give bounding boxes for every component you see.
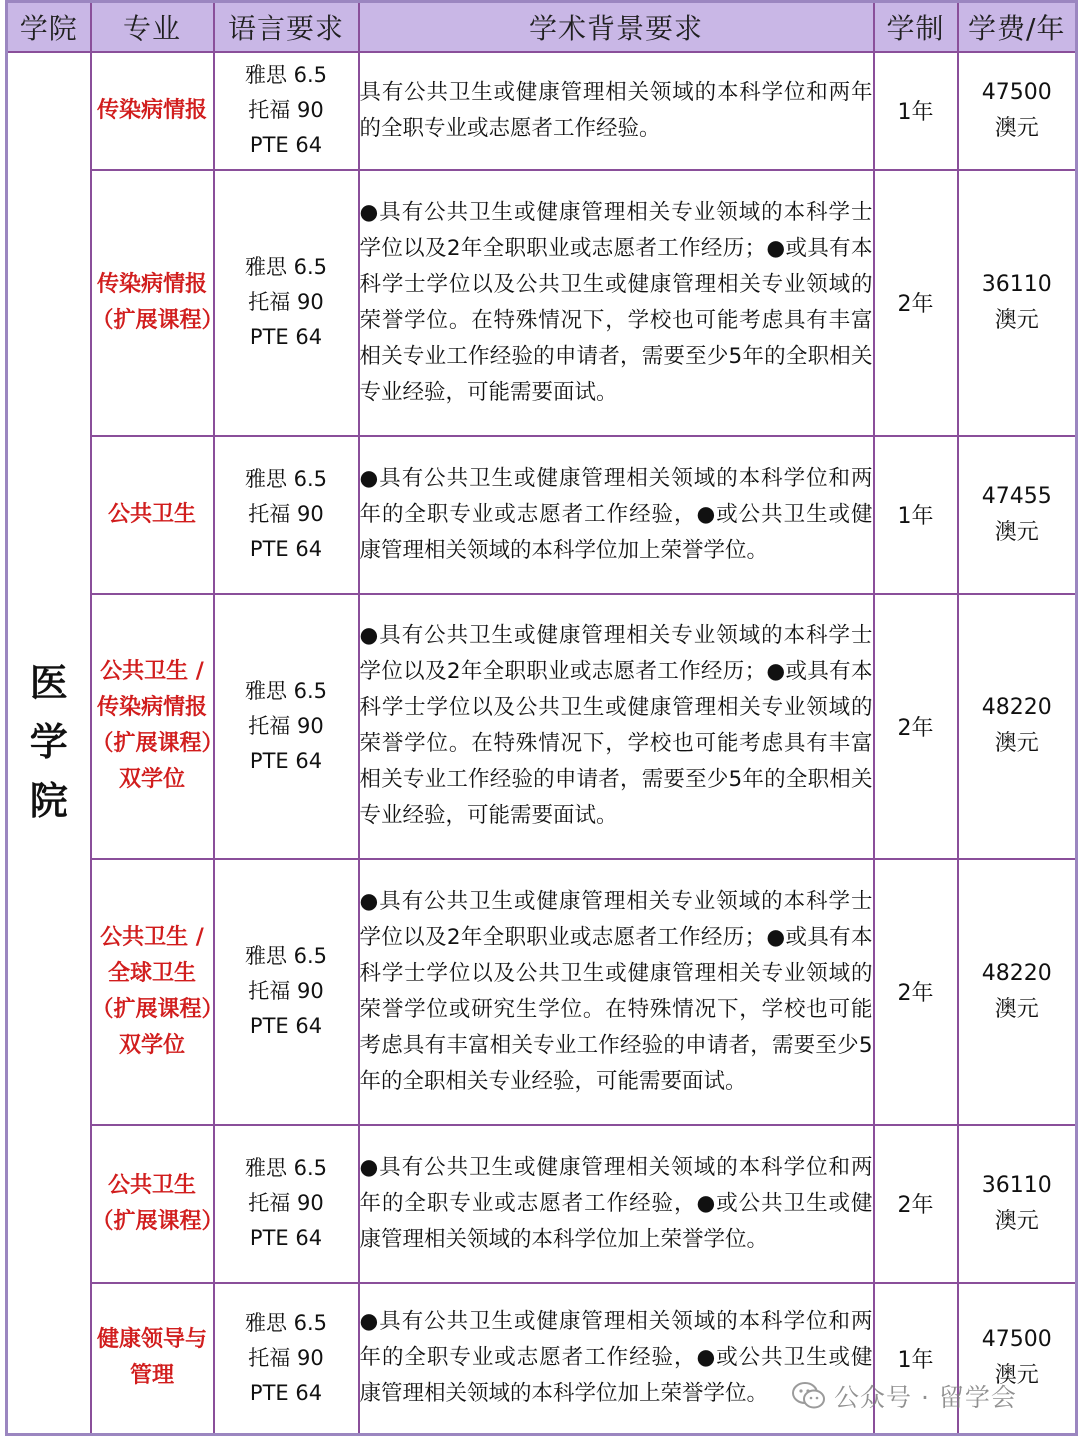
language-cell: 雅思 6.5 托福 90 PTE 64 bbox=[214, 594, 359, 859]
table-row bbox=[7, 170, 1077, 436]
language-cell: 雅思 6.5 托福 90 PTE 64 bbox=[214, 1283, 359, 1435]
duration-cell: 2年 bbox=[874, 859, 958, 1125]
duration-cell: 1年 bbox=[874, 1283, 958, 1435]
header-row bbox=[7, 2, 1077, 52]
language-cell: 雅思 6.5 托福 90 PTE 64 bbox=[214, 52, 359, 170]
table-row bbox=[7, 859, 1077, 1125]
table-row bbox=[7, 436, 1077, 594]
requirement-cell: ●具有公共卫生或健康管理相关专业领域的本科学士学位以及2年全职职业或志愿者工作经历；●或具有本科学士学位以及公共卫生或健康管理相关专业领域的荣誉学位。在特殊情况下，学校也可能考虑具有丰富相关专业工作经验的申请者，需要至少5年的全职相关专业经验，可能需要面试。 bbox=[359, 594, 874, 859]
requirement-cell: 具有公共卫生或健康管理相关领域的本科学位和两年的全职专业或志愿者工作经验。 bbox=[359, 52, 874, 170]
requirement-cell: ●具有公共卫生或健康管理相关专业领域的本科学士学位以及2年全职职业或志愿者工作经历；●或具有本科学士学位以及公共卫生或健康管理相关专业领域的荣誉学位。在特殊情况下，学校也可能考虑具有丰富相关专业工作经验的申请者，需要至少5年的全职相关专业经验，可能需要面试。 bbox=[359, 170, 874, 436]
college-cell bbox=[7, 52, 91, 1435]
requirement-cell: ●具有公共卫生或健康管理相关领域的本科学位和两年的全职专业或志愿者工作经验，●或公共卫生或健康管理相关领域的本科学位加上荣誉学位。 bbox=[359, 436, 874, 594]
college-name: 医学院 bbox=[29, 661, 68, 824]
major-cell: 健康领导与管理 bbox=[91, 1283, 214, 1435]
tuition-cell: 48220 澳元 bbox=[958, 859, 1077, 1125]
table-row bbox=[7, 594, 1077, 859]
major-cell: 传染病情报（扩展课程） bbox=[91, 170, 214, 436]
tuition-cell: 36110 澳元 bbox=[958, 1125, 1077, 1283]
duration-cell: 1年 bbox=[874, 52, 958, 170]
watermark bbox=[792, 1378, 1017, 1414]
requirement-cell: ●具有公共卫生或健康管理相关领域的本科学位和两年的全职专业或志愿者工作经验，●或公共卫生或健康管理相关领域的本科学位加上荣誉学位。 bbox=[359, 1125, 874, 1283]
requirement-cell: ●具有公共卫生或健康管理相关专业领域的本科学士学位以及2年全职职业或志愿者工作经历；●或具有本科学士学位以及公共卫生或健康管理相关专业领域的荣誉学位或研究生学位。在特殊情况下，学校也可能考虑具有丰富相关专业工作经验的申请者，需要至少5年的全职相关专业经验，可能需要面试。 bbox=[359, 859, 874, 1125]
header-college: 学院 bbox=[7, 2, 91, 52]
wechat-icon bbox=[792, 1381, 826, 1411]
tuition-cell: 36110 澳元 bbox=[958, 170, 1077, 436]
duration-cell: 2年 bbox=[874, 594, 958, 859]
tuition-cell: 47500 澳元 bbox=[958, 52, 1077, 170]
tuition-cell: 47455 澳元 bbox=[958, 436, 1077, 594]
header-background: 学术背景要求 bbox=[359, 2, 874, 52]
header-major: 专业 bbox=[91, 2, 214, 52]
language-cell: 雅思 6.5 托福 90 PTE 64 bbox=[214, 436, 359, 594]
major-cell: 公共卫生 bbox=[91, 436, 214, 594]
tuition-cell: 48220 澳元 bbox=[958, 594, 1077, 859]
language-cell: 雅思 6.5 托福 90 PTE 64 bbox=[214, 859, 359, 1125]
major-cell: 公共卫生 / 传染病情报（扩展课程）双学位 bbox=[91, 594, 214, 859]
major-cell: 传染病情报 bbox=[91, 52, 214, 170]
language-cell: 雅思 6.5 托福 90 PTE 64 bbox=[214, 170, 359, 436]
header-language: 语言要求 bbox=[214, 2, 359, 52]
duration-cell: 1年 bbox=[874, 436, 958, 594]
table-row bbox=[7, 1125, 1077, 1283]
header-tuition: 学费/年 bbox=[958, 2, 1077, 52]
language-cell: 雅思 6.5 托福 90 PTE 64 bbox=[214, 1125, 359, 1283]
major-cell: 公共卫生 / 全球卫生（扩展课程）双学位 bbox=[91, 859, 214, 1125]
tuition-cell: 47500 澳元 bbox=[958, 1283, 1077, 1435]
duration-cell: 2年 bbox=[874, 1125, 958, 1283]
header-duration: 学制 bbox=[874, 2, 958, 52]
duration-cell: 2年 bbox=[874, 170, 958, 436]
requirement-cell: ●具有公共卫生或健康管理相关领域的本科学位和两年的全职专业或志愿者工作经验，●或公共卫生或健康管理相关领域的本科学位加上荣誉学位。 bbox=[359, 1283, 874, 1435]
table-row bbox=[7, 52, 1077, 170]
major-cell: 公共卫生（扩展课程） bbox=[91, 1125, 214, 1283]
program-table bbox=[5, 0, 1078, 1436]
watermark-text: 公众号 · 留学会 bbox=[834, 1383, 1017, 1412]
